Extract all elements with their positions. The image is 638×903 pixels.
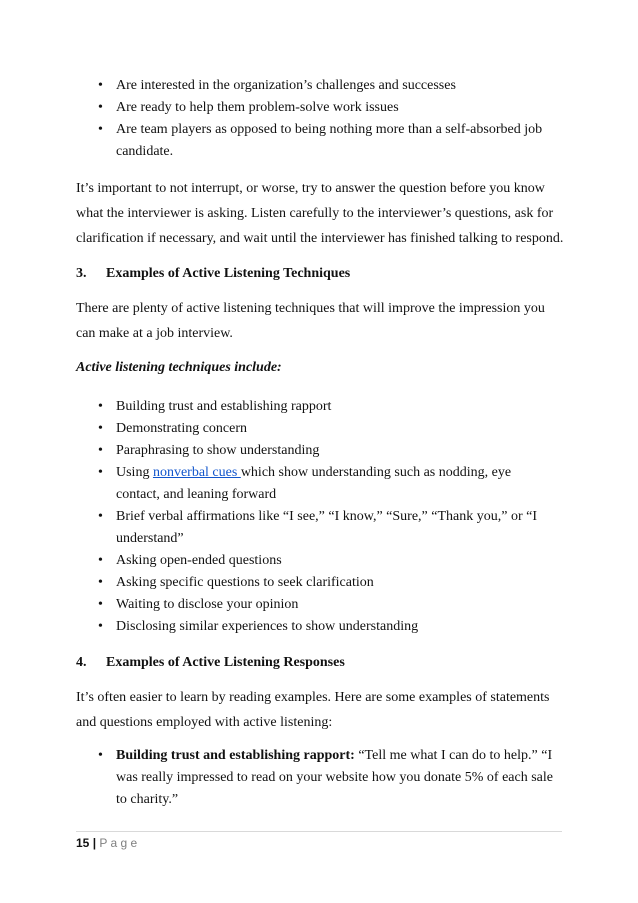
link-bullet-prefix: Using	[116, 465, 153, 480]
footer-separator: |	[89, 836, 100, 850]
list-item: • Brief verbal affirmations like “I see,” “I know,” “Sure,” “Thank you,” or “I understand”	[98, 506, 558, 550]
list-item: • Asking specific questions to seek clarification	[98, 572, 558, 594]
response-bullet-list	[98, 745, 558, 811]
list-item: • Demonstrating concern	[98, 418, 558, 440]
section-3-heading	[76, 263, 350, 285]
page-word: P a g e	[99, 836, 138, 850]
section-3-title: Examples of Active Listening Techniques	[106, 266, 351, 281]
section-3-number: 3.	[76, 266, 87, 281]
section-3-intro: There are plenty of active listening techniques that will improve the impression you can make at a job interview.	[76, 301, 545, 341]
list-item: • Paraphrasing to show understanding	[98, 440, 558, 462]
list-item: • Are team players as opposed to being nothing more than a self-absorbed job candidate.	[98, 119, 558, 163]
list-item: • Are ready to help them problem-solve work issues	[98, 97, 558, 119]
top-bullet-list	[98, 75, 558, 163]
list-item: • Are interested in the organization’s challenges and successes	[98, 75, 558, 97]
section-4-heading	[76, 652, 345, 674]
section-4-intro: It’s often easier to learn by reading examples. Here are some examples of statements and questions employed with active listening:	[76, 690, 550, 730]
list-item	[98, 745, 558, 811]
list-item	[98, 462, 558, 506]
nonverbal-cues-link[interactable]: nonverbal cues	[152, 465, 241, 480]
section-4-title: Examples of Active Listening Responses	[106, 655, 345, 670]
list-item: • Asking open-ended questions	[98, 550, 558, 572]
section-4-number: 4.	[76, 655, 87, 670]
list-item: • Building trust and establishing rapport	[98, 396, 558, 418]
response-bullet-label: Building trust and establishing rapport:	[116, 748, 355, 763]
page-footer	[76, 836, 146, 851]
list-item: • Disclosing similar experiences to show understanding	[98, 616, 558, 638]
response-bullet-text: “Tell me what I can do to help.” “I was really impressed to read on your website how you donate 5% of each sale to charity.”	[116, 748, 553, 807]
list-item: • Waiting to disclose your opinion	[98, 594, 558, 616]
section-3-subheading: Active listening techniques include:	[76, 360, 282, 375]
page-number: 15	[76, 836, 90, 850]
technique-bullet-list	[98, 396, 558, 638]
link-bullet-suffix: which show understanding such as nodding, eye contact, and leaning forward	[116, 465, 512, 502]
paragraph-interrupt: It’s important to not interrupt, or worse, try to answer the question before you know what the interviewer is asking. Listen carefully to the interviewer’s questions, ask for clarification if necessary, and wait until the interviewer has finished talking to respond.	[76, 181, 564, 246]
footer-divider	[76, 831, 562, 832]
